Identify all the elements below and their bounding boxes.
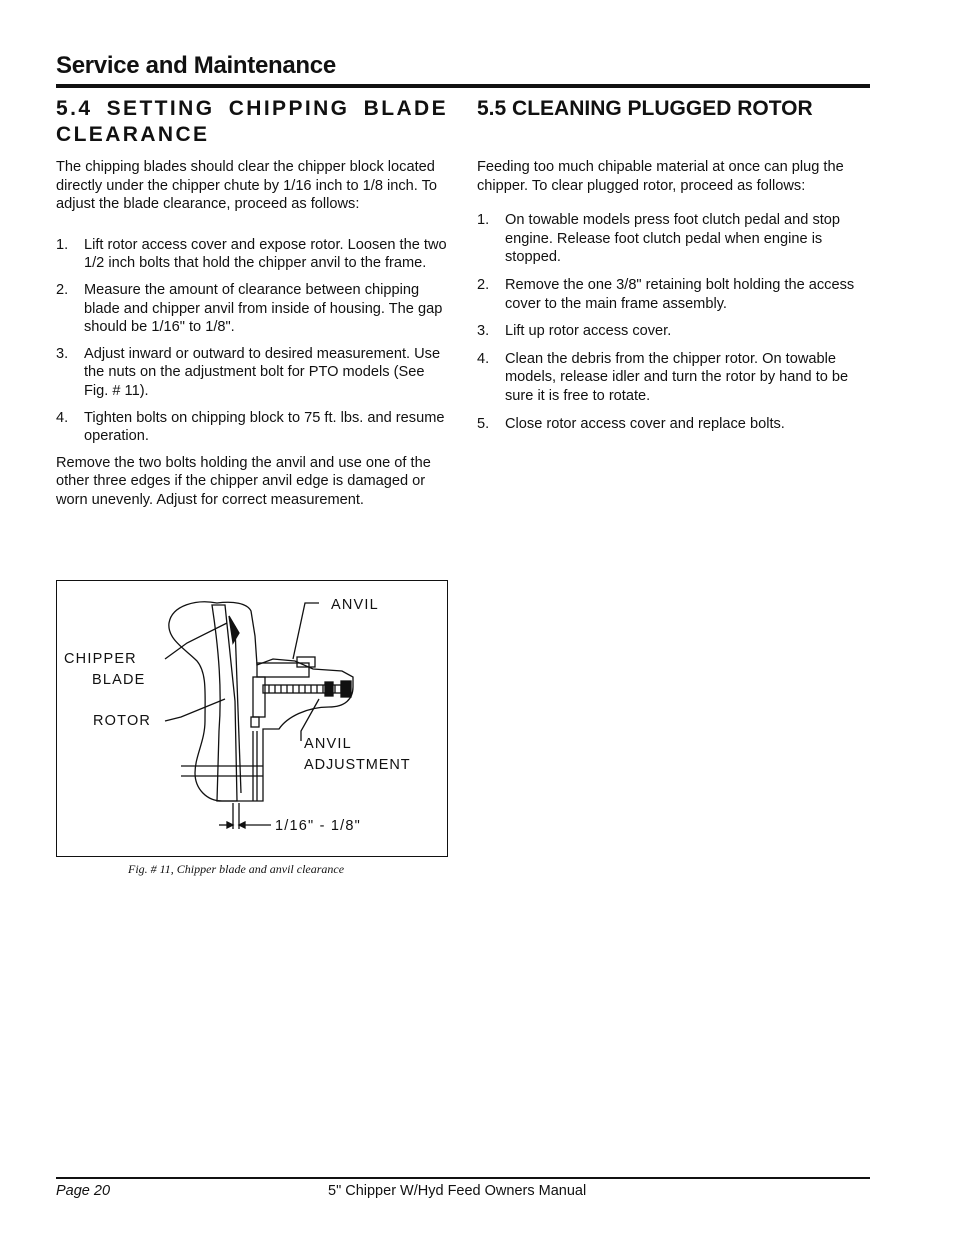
list-item: [56, 409, 448, 446]
leader-adjustment: [301, 699, 319, 741]
step-number: 3.: [477, 323, 490, 340]
leader-rotor: [165, 699, 225, 721]
list-item: [56, 236, 448, 273]
step-number: 1.: [56, 236, 69, 253]
section-title-blade-clearance: 5.4 SETTING CHIPPING BLADE CLEARANCE: [56, 97, 448, 146]
chipper-blade: [229, 616, 239, 643]
step-number: 4.: [56, 409, 69, 426]
steps-list: [477, 211, 873, 433]
label-gap: 1/16" - 1/8": [275, 818, 361, 834]
step-number: 2.: [477, 276, 490, 293]
list-item: [56, 345, 448, 401]
list-item: [477, 415, 873, 434]
list-item: [477, 211, 873, 267]
step-text: Clean the debris from the chipper rotor. On towable models, release idler and turn the rotor by hand to be sure it is free to rotate.: [505, 350, 849, 404]
step-text: Lift rotor access cover and expose rotor. Loosen the two 1/2 inch bolts that hold the chipper anvil to the frame.: [84, 236, 447, 272]
step-text: Tighten bolts on chipping block to 75 ft. lbs. and resume operation.: [84, 409, 445, 445]
footer-divider: [56, 1177, 870, 1179]
step-text: Close rotor access cover and replace bolts.: [505, 415, 785, 432]
label-blade: BLADE: [92, 672, 146, 688]
intro-paragraph: The chipping blades should clear the chipper block located directly under the chipper chute by 1/16 inch to 1/8 inch. To adjust the blade clearance, proceed as follows:: [56, 159, 438, 213]
step-number: 2.: [56, 281, 69, 298]
step-number: 1.: [477, 212, 490, 229]
leader-anvil: [293, 603, 319, 659]
step-text: On towable models press foot clutch pedal and stop engine. Release foot clutch pedal when engine is stopped.: [505, 212, 841, 266]
label-rotor: ROTOR: [93, 713, 152, 729]
outro-paragraph: Remove the two bolts holding the anvil and use one of the other three edges if the chipper anvil edge is damaged or worn unevenly. Adjust for correct measurement.: [56, 454, 431, 508]
figure-chipper-blade-clearance: [56, 580, 448, 857]
section-plugged-rotor: [477, 96, 873, 433]
anvil-block: [257, 663, 309, 677]
list-item: [477, 276, 873, 313]
step-text: Remove the one 3/8" retaining bolt holding the access cover to the main frame assembly.: [505, 276, 855, 312]
manual-title: 5" Chipper W/Hyd Feed Owners Manual: [328, 1183, 587, 1199]
step-text: Lift up rotor access cover.: [505, 323, 672, 340]
label-chipper: CHIPPER: [64, 651, 137, 667]
step-text: Measure the amount of clearance between chipping blade and chipper anvil from inside of housing. The gap should be 1/16" to 1/8".: [84, 281, 443, 336]
label-anvil: ANVIL: [331, 597, 379, 613]
list-item: [477, 322, 873, 341]
intro-paragraph: Feeding too much chipable material at once can plug the chipper. To clear plugged rotor, proceed as follows:: [477, 159, 844, 194]
label-anvil-adjustment-2: ADJUSTMENT: [304, 757, 411, 773]
list-item: [477, 350, 873, 406]
header-divider: [56, 84, 870, 88]
step-number: 5.: [477, 415, 490, 432]
step-number: 3.: [56, 345, 69, 362]
section-title-plugged-rotor: 5.5 CLEANING PLUGGED ROTOR: [477, 97, 813, 120]
step-number: 4.: [477, 350, 490, 367]
steps-list: [56, 236, 448, 446]
figure-caption: Fig. # 11, Chipper blade and anvil clearance: [128, 862, 345, 876]
page-number: Page 20: [56, 1183, 111, 1199]
section-blade-clearance: [56, 96, 448, 510]
list-item: [56, 281, 448, 337]
page-title: Service and Maintenance: [56, 52, 336, 79]
label-anvil-adjustment-1: ANVIL: [304, 736, 352, 752]
step-text: Adjust inward or outward to desired measurement. Use the nuts on the adjustment bolt for PTO models (See Fig. # 11).: [84, 345, 441, 399]
